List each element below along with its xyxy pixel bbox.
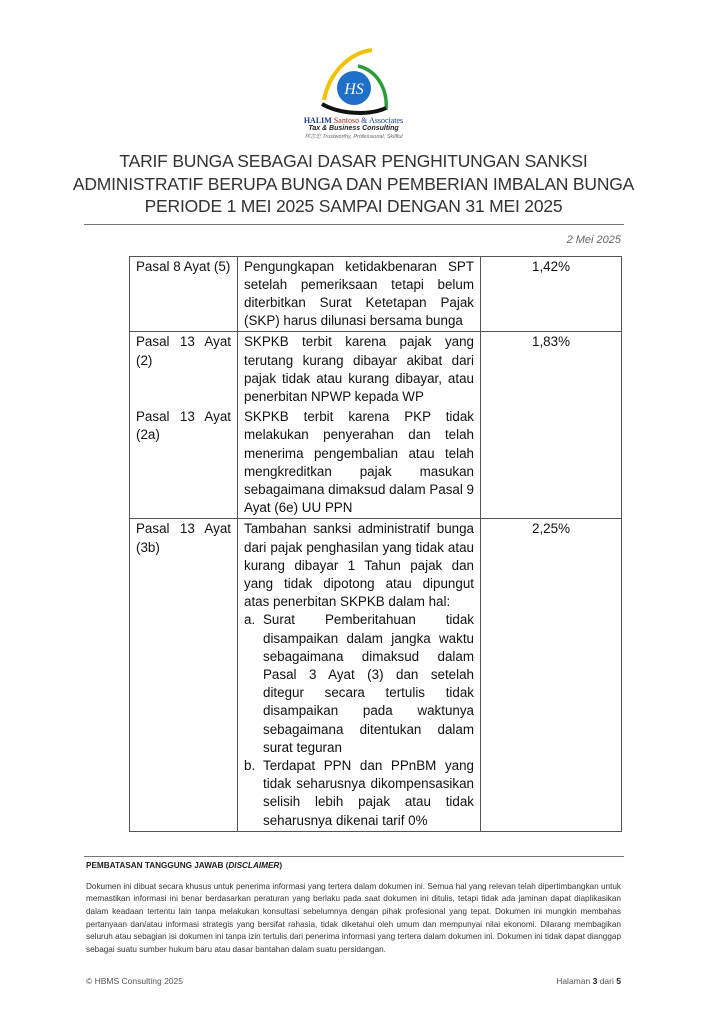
disclaimer-heading: PEMBATASAN TANGGUNG JAWAB (DISCLAIMER)	[86, 860, 283, 870]
description-cell: Pengungkapan ketidakbenaran SPT setelah pemeriksaan tetapi belum diterbitkan Surat Ketetapan Pajak (SKP) harus dilunasi bersama bunga	[238, 256, 481, 332]
page-number: Halaman 3 dari 5	[556, 976, 621, 987]
divider	[84, 224, 624, 225]
rate-cell: 2,25%	[481, 519, 622, 831]
svg-text:HS: HS	[343, 81, 364, 98]
logo-emblem-icon	[314, 48, 394, 118]
page-title: TARIF BUNGA SEBAGAI DASAR PENGHITUNGAN SANKSI ADMINISTRATIF BERUPA BUNGA DAN PEMBERIAN IMBALAN BUNGA PERIODE 1 MEI 2025 SAMPAI DENGAN 31 MEI 2025	[72, 151, 635, 216]
company-logo	[291, 48, 416, 140]
footer-copyright: © HBMS Consulting 2025	[86, 976, 183, 987]
divider	[84, 856, 624, 857]
list-item: b. Terdapat PPN dan PPnBM yang tidak seharusnya dikompensasikan selisih lebih pajak atau tidak seharusnya dikenai tarif 0%	[244, 757, 474, 828]
interest-rate-table	[129, 256, 622, 832]
list-item: a. Surat Pemberitahuan tidak disampaikan dalam jangka waktu sebagaimana dimaksud dalam Pasal 3 Ayat (3) dan setelah ditegur secara tertulis tidak disampaikan pada waktunya sebagaimana ditentukan dalam surat teguran	[244, 612, 474, 755]
condition-list	[244, 611, 474, 829]
table-row	[130, 519, 622, 831]
description-cell: Tambahan sanksi administratif bunga dari pajak penghasilan yang tidak atau kurang dibayar 1 Tahun pajak dan yang tidak dipotong atau dipungut atas penerbitan SKPKB dalam hal: a. Surat Pemberitahuan tidak disampaikan dalam jangka waktu sebagaimana dimaksud dalam Pasal 3 Ayat (3) dan setelah ditegur secara tertulis tidak disampaikan pada waktunya sebagaimana ditentukan dalam surat teguran b. Terdapat PPN dan PPnBM yang tidak seharusnya dikompensasikan selisih lebih pajak atau tidak seharusnya dikenai tarif 0%	[238, 519, 481, 831]
pasal-cell: Pasal 13 Ayat (3b)	[130, 519, 238, 831]
pasal-cell: Pasal 13 Ayat (2)	[130, 332, 238, 407]
description-cell: SKPKB terbit karena pajak yang terutang kurang dibayar akibat dari pajak tidak atau kurang dibayar, atau penerbitan NPWP kepada WP	[238, 332, 481, 407]
disclaimer-body: Dokumen ini dibuat secara khusus untuk penerima informasi yang tertera dalam dokumen ini. Semua hal yang relevan telah dipertimbangkan untuk memastikan informasi ini benar berdasarkan peraturan yang berlaku pada saat dokumen ini ditulis, tetapi tidak ada jaminan dapat diaplikasikan dalam keadaan tertentu lain tanpa melakukan konsultasi sebelumnya dengan pihak profesional yang tepat. Dokumen ini mungkin membahas pertanyaan dan/atau informasi strategis yang bersifat rahasia, tidak diketahui oleh umum dan mempunyai nilai ekonomi. Dilarang membagikan seluruh atau sebagian isi dokumen ini tanpa izin tertulis dari penerima informasi yang tertera dalam dokumen ini. Dokumen ini tidak dapat dianggap sebagai suatu sumber hukum baru atau dasar bantahan dalam suatu persidangan.	[86, 881, 621, 954]
logo-brand: HALIM Santoso & Associates	[303, 116, 404, 125]
pasal-cell: Pasal 8 Ayat (5)	[130, 256, 238, 332]
document-date: 2 Mei 2025	[566, 233, 621, 246]
pasal-cell: Pasal 13 Ayat (2a)	[130, 407, 238, 519]
footer	[86, 976, 621, 987]
table-row	[130, 256, 622, 332]
table-row	[130, 332, 622, 407]
rate-cell: 1,83%	[481, 332, 622, 519]
description-cell: SKPKB terbit karena PKP tidak melakukan penyerahan dan telah menerima pengembalian atau telah mengkreditkan pajak masukan sebagaimana dimaksud dalam Pasal 9 Ayat (6e) UU PPN	[238, 407, 481, 519]
rate-cell: 1,42%	[481, 256, 622, 332]
logo-subtitle: Tax & Business Consulting	[308, 125, 399, 132]
logo-tagline: 林志忠 Trustworthy, Professional, Skillful	[304, 134, 403, 140]
